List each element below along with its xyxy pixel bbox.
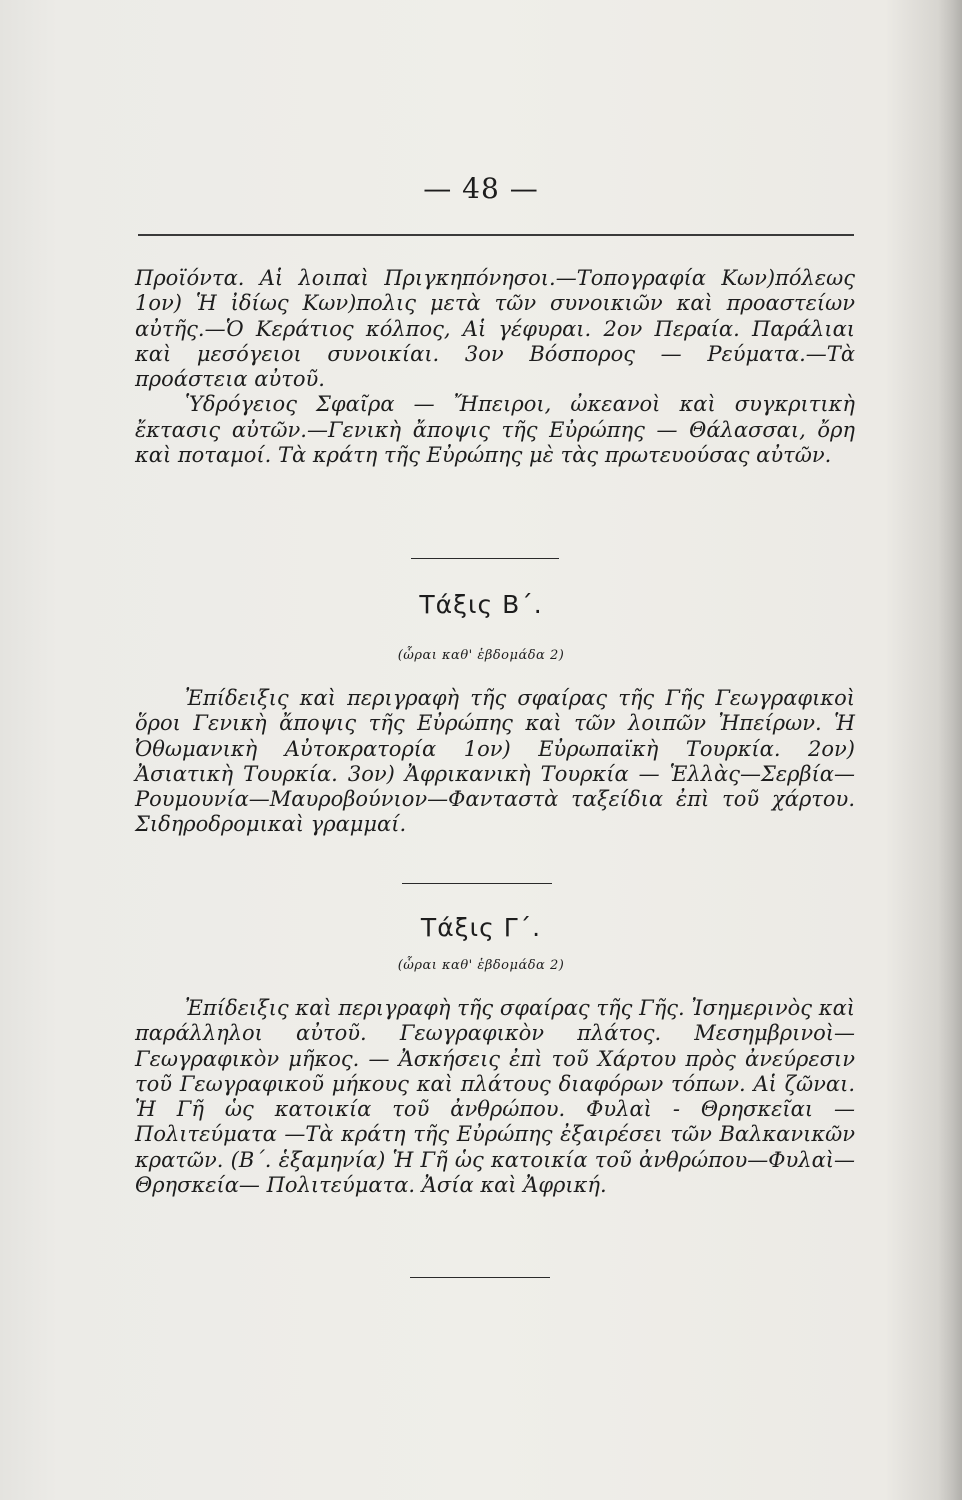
intro-section	[135, 266, 855, 468]
intro-paragraph-globe: Ὑδρόγειος Σφαῖρα — Ἤπειροι, ὠκεανοὶ καὶ συγκριτικὴ ἔκτασις αὐτῶν.—Γενικὴ ἄποψις τῆς Εὐρώπης — Θάλασσαι, ὄρη καὶ ποταμοί. Τὰ κράτη τῆς Εὐρώπης μὲ τὰς πρωτευούσας αὐτῶν.	[135, 392, 855, 468]
class-c-paragraph: Ἐπίδειξις καὶ περιγραφὴ τῆς σφαίρας τῆς Γῆς. Ἰσημερινὸς καὶ παράλληλοι αὐτοῦ. Γεωγραφικὸν πλάτος. Μεσημβρινοὶ—Γεωγραφικὸν μῆκος. — Ἀσκήσεις ἐπὶ τοῦ Χάρτου πρὸς ἀνεύρεσιν τοῦ Γεωγραφικοῦ μήκους καὶ πλάτους διαφόρων τόπων. Αἱ ζῶναι. Ἡ Γῆ ὡς κατοικία τοῦ ἀνθρώπου. Φυλαὶ - Θρησκεῖαι —Πολιτεύματα —Τὰ κράτη τῆς Εὐρώπης ἐξαιρέσει τῶν Βαλκανικῶν κρατῶν. (Β΄. ἑξαμηνία) Ἡ Γῆ ὡς κατοικία τοῦ ἀνθρώπου—Φυλαὶ—Θρησκεία— Πολιτεύματα. Ἀσία καὶ Ἀφρική.	[135, 996, 855, 1198]
class-b-hours: (ὧραι καθ' ἑβδομάδα 2)	[397, 648, 565, 663]
class-c-heading: Τάξις Γ΄.	[420, 913, 542, 942]
class-c-hours: (ὧραι καθ' ἑβδομάδα 2)	[397, 958, 565, 973]
section-divider-1	[411, 558, 559, 559]
page-edge-shadow	[938, 0, 962, 1500]
class-b-section	[135, 686, 855, 838]
class-b-heading: Τάξις Β΄.	[419, 590, 543, 619]
section-divider-3	[410, 1277, 550, 1278]
section-divider-2	[402, 883, 552, 884]
class-c-section	[135, 996, 855, 1198]
class-b-paragraph: Ἐπίδειξις καὶ περιγραφὴ τῆς σφαίρας τῆς Γῆς Γεωγραφικοὶ ὅροι Γενικὴ ἄποψις τῆς Εὐρώπης καὶ τῶν λοιπῶν Ἠπείρων. Ἡ Ὀθωμανικὴ Αὐτοκρατορία 1ον) Εὐρωπαϊκὴ Τουρκία. 2ον) Ἀσιατικὴ Τουρκία. 3ον) Ἀφρικανικὴ Τουρκία — Ἑλλὰς—Σερβία—Ρουμουνία—Μαυροβούνιον—Φανταστὰ ταξείδια ἐπὶ τοῦ χάρτου. Σιδηροδρομικαὶ γραμμαί.	[135, 686, 855, 837]
page-number: — 48 —	[423, 172, 539, 205]
header-rule	[138, 234, 854, 236]
intro-paragraph-topography: Προϊόντα. Αἱ λοιπαὶ Πριγκηπόνησοι.—Τοπογραφία Κων)πόλεως 1ον) Ἡ ἰδίως Κων)πολις μετὰ τῶν συνοικιῶν καὶ προαστείων αὐτῆς.—Ὁ Κεράτιος κόλπος, Αἱ γέφυραι. 2ον Περαία. Παράλιαι καὶ μεσόγειοι συνοικίαι. 3ον Βόσπορος — Ρεύματα.—Τὰ προάστεια αὐτοῦ.	[135, 266, 855, 392]
